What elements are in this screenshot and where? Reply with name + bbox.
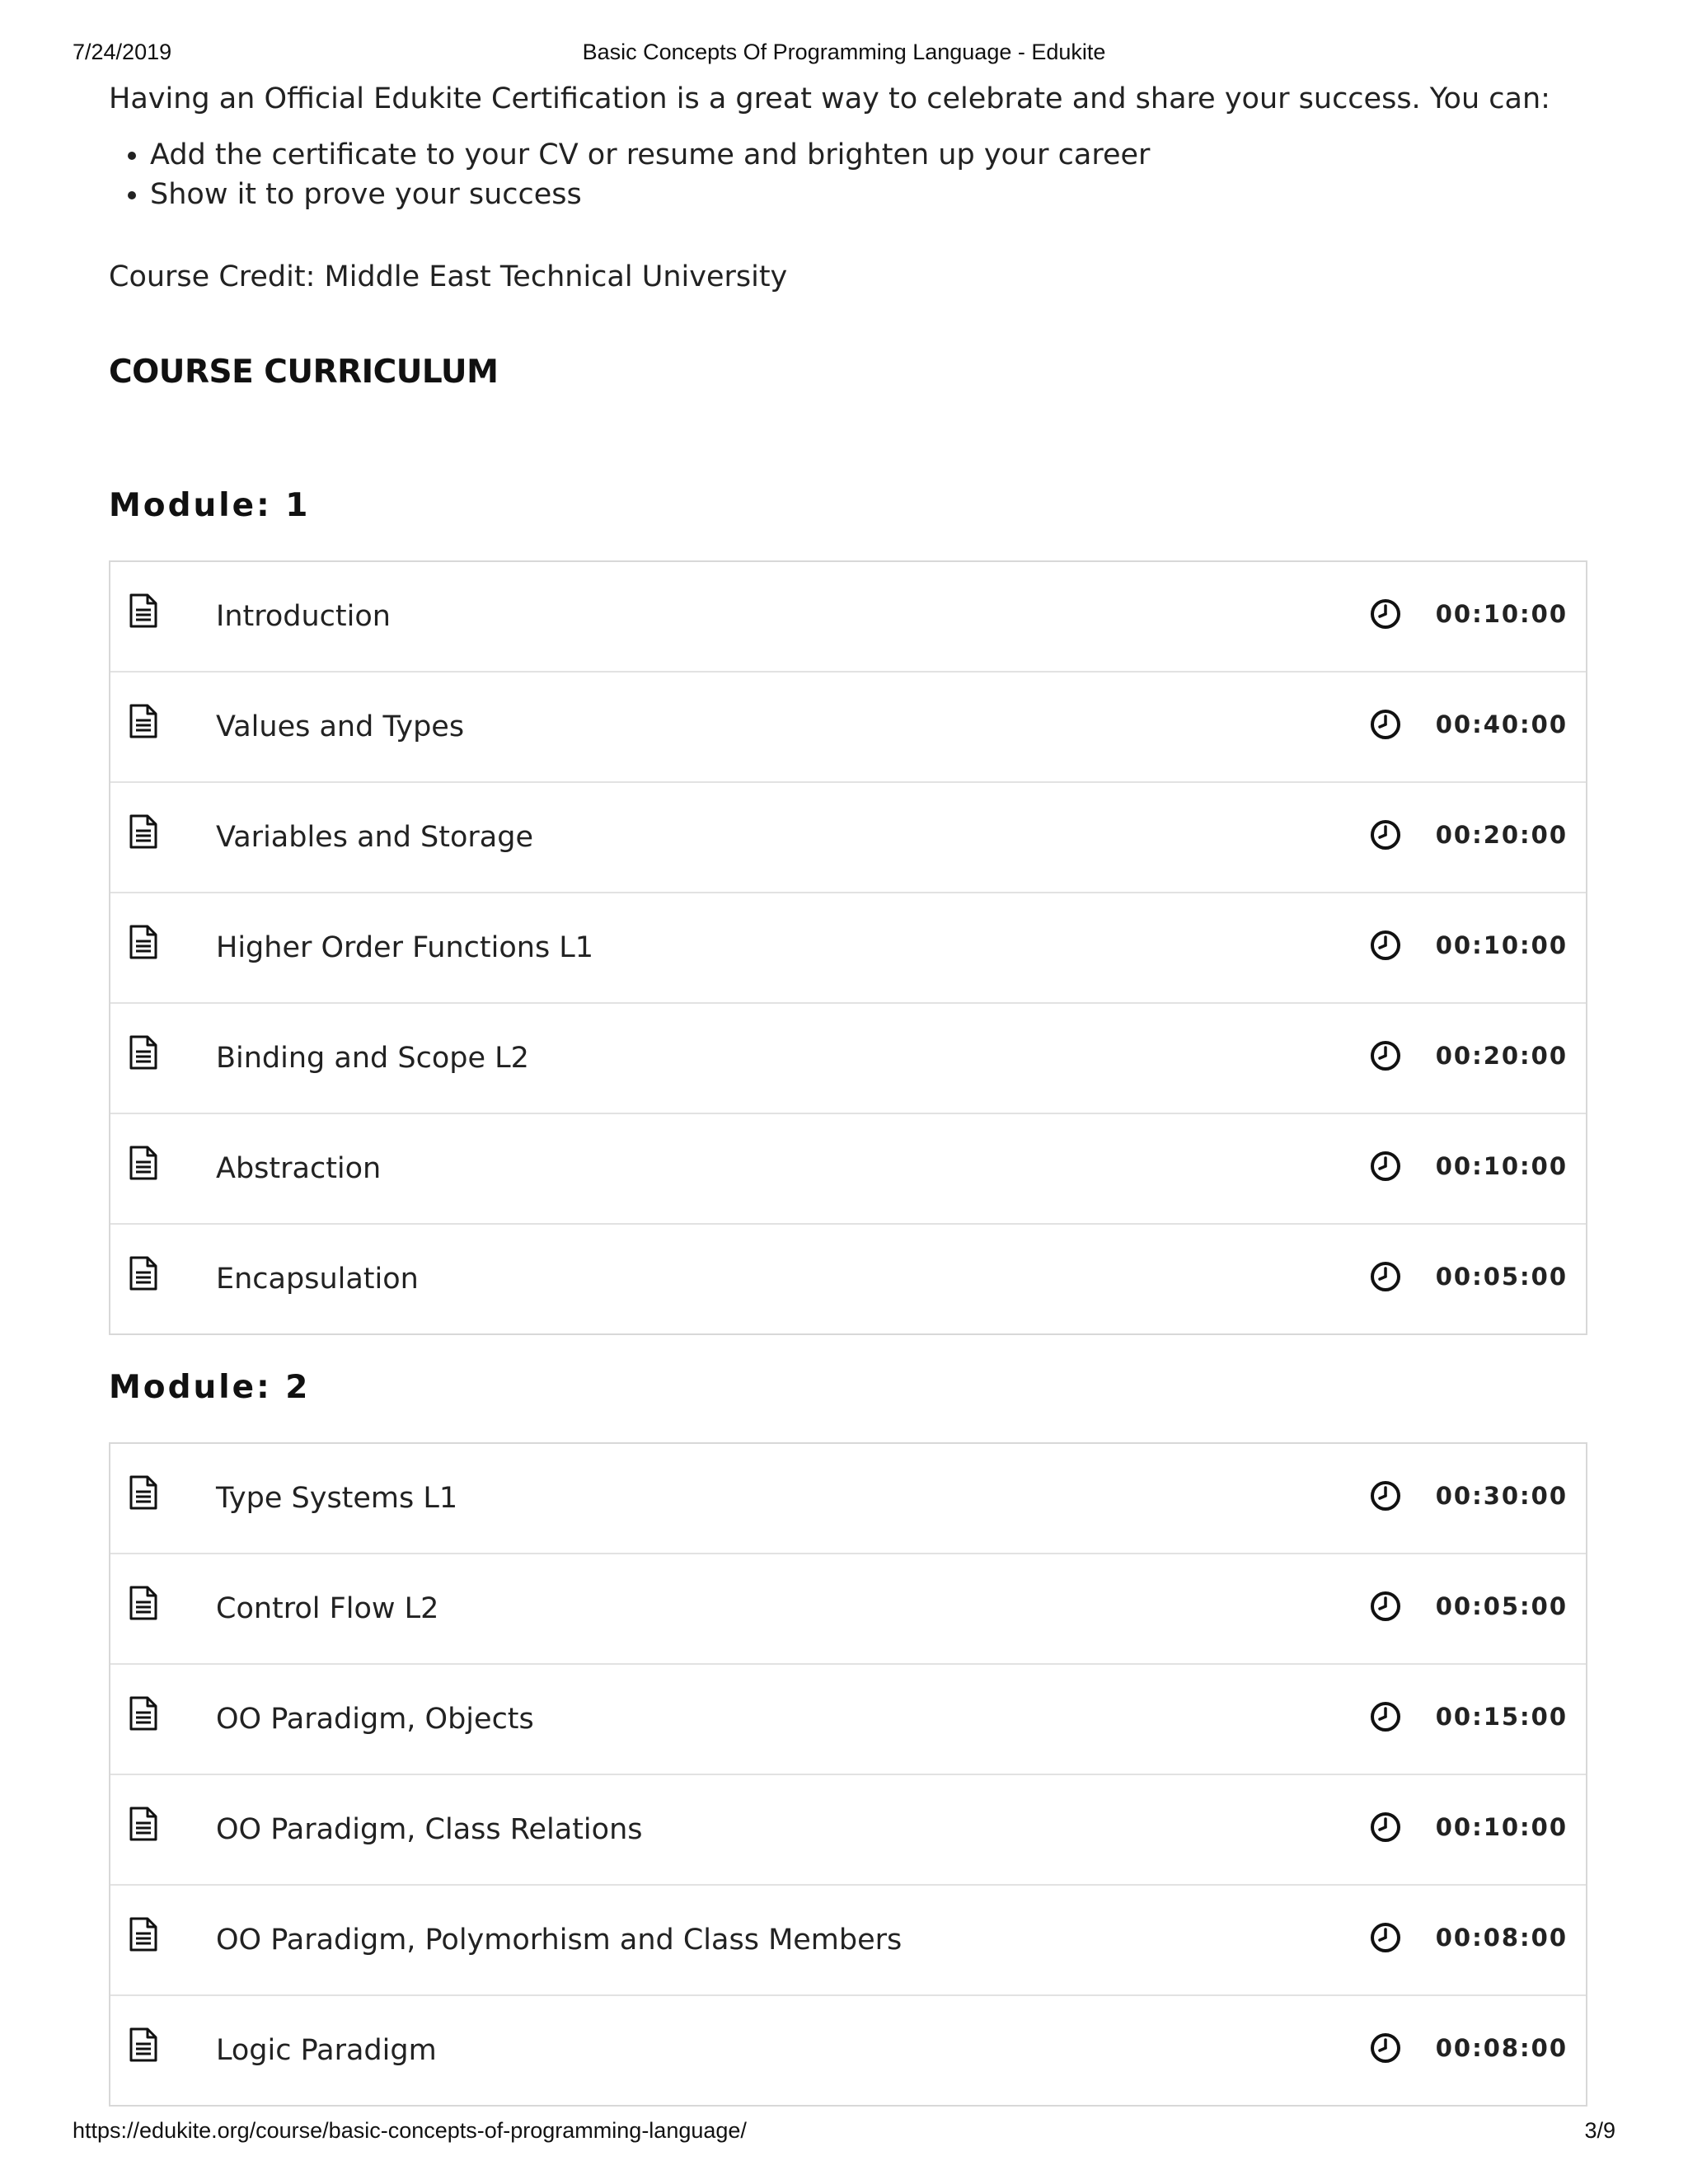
lesson-list <box>109 560 1587 1335</box>
lesson-row[interactable] <box>110 781 1586 892</box>
document-icon <box>129 593 158 628</box>
lesson-title[interactable]: OO Paradigm, Polymorhism and Class Members <box>216 1924 903 1957</box>
clock-icon <box>1370 819 1401 851</box>
lesson-title[interactable]: OO Paradigm, Class Relations <box>216 1813 643 1846</box>
document-icon <box>129 814 158 849</box>
lesson-row[interactable] <box>110 1223 1586 1333</box>
clock-icon <box>1370 598 1401 630</box>
lesson-duration: 00:20:00 <box>1435 1042 1568 1070</box>
document-icon <box>129 704 158 738</box>
clock-icon <box>1370 1811 1401 1843</box>
lesson-row[interactable] <box>110 1994 1586 2105</box>
lesson-title[interactable]: Variables and Storage <box>216 821 533 854</box>
lesson-list <box>109 1442 1587 2107</box>
document-icon <box>129 1475 158 1510</box>
document-icon <box>129 1146 158 1180</box>
lesson-row[interactable] <box>110 1444 1586 1553</box>
document-title: Basic Concepts Of Programming Language - Edukite <box>582 40 1106 64</box>
clock-icon <box>1370 1701 1401 1732</box>
lesson-row[interactable] <box>110 1002 1586 1113</box>
lesson-duration: 00:10:00 <box>1435 600 1568 628</box>
lesson-title[interactable]: Higher Order Functions L1 <box>216 931 594 964</box>
lesson-duration: 00:10:00 <box>1435 931 1568 959</box>
lesson-duration: 00:10:00 <box>1435 1152 1568 1180</box>
clock-icon <box>1370 1591 1401 1622</box>
lesson-duration: 00:08:00 <box>1435 2034 1568 2062</box>
document-icon <box>129 1256 158 1291</box>
clock-icon <box>1370 1480 1401 1511</box>
document-icon <box>129 1917 158 1952</box>
benefit-item: • Show it to prove your success <box>150 175 1589 214</box>
lesson-duration: 00:40:00 <box>1435 710 1568 738</box>
lesson-duration: 00:30:00 <box>1435 1482 1568 1510</box>
lesson-row[interactable] <box>110 1774 1586 1884</box>
lesson-title[interactable]: OO Paradigm, Objects <box>216 1703 534 1736</box>
document-icon <box>129 1696 158 1731</box>
lesson-row[interactable] <box>110 1884 1586 1994</box>
page-url: https://edukite.org/course/basic-concepts-of-programming-language/ <box>73 2118 747 2143</box>
lesson-title[interactable]: Encapsulation <box>216 1263 419 1296</box>
lesson-duration: 00:20:00 <box>1435 821 1568 849</box>
print-date: 7/24/2019 <box>73 40 172 64</box>
lesson-row[interactable] <box>110 671 1586 781</box>
lesson-duration: 00:10:00 <box>1435 1813 1568 1841</box>
clock-icon <box>1370 1040 1401 1071</box>
lesson-title[interactable]: Abstraction <box>216 1152 382 1185</box>
lesson-row[interactable] <box>110 562 1586 671</box>
print-header <box>0 40 1688 68</box>
lesson-row[interactable] <box>110 1553 1586 1663</box>
lesson-row[interactable] <box>110 1113 1586 1223</box>
lesson-title[interactable]: Introduction <box>216 600 391 633</box>
lesson-duration: 00:05:00 <box>1435 1263 1568 1291</box>
lesson-row[interactable] <box>110 1663 1586 1774</box>
curriculum-heading: COURSE CURRICULUM <box>109 354 499 391</box>
course-credit: Course Credit: Middle East Technical University <box>109 260 788 293</box>
clock-icon <box>1370 2032 1401 2064</box>
lesson-title[interactable]: Values and Types <box>216 710 465 743</box>
benefit-item: • Add the certificate to your CV or resume and brighten up your career <box>150 135 1589 175</box>
module-title: Module: 1 <box>109 487 311 524</box>
benefits-list <box>109 135 1589 214</box>
clock-icon <box>1370 1261 1401 1292</box>
lesson-duration: 00:05:00 <box>1435 1592 1568 1620</box>
document-icon <box>129 1807 158 1841</box>
lesson-title[interactable]: Logic Paradigm <box>216 2034 437 2067</box>
clock-icon <box>1370 930 1401 961</box>
certification-intro: Having an Official Edukite Certification is a great way to celebrate and share your success. You can: <box>109 82 1550 115</box>
lesson-title[interactable]: Type Systems L1 <box>216 1482 458 1515</box>
document-icon <box>129 1586 158 1620</box>
clock-icon <box>1370 1922 1401 1953</box>
lesson-row[interactable] <box>110 892 1586 1002</box>
clock-icon <box>1370 1151 1401 1182</box>
page-content <box>109 76 1589 2107</box>
document-icon <box>129 1035 158 1070</box>
lesson-title[interactable]: Control Flow L2 <box>216 1592 439 1625</box>
lesson-duration: 00:08:00 <box>1435 1924 1568 1952</box>
module-title: Module: 2 <box>109 1369 311 1406</box>
document-icon <box>129 2027 158 2062</box>
print-footer <box>0 2118 1688 2146</box>
document-icon <box>129 925 158 959</box>
lesson-title[interactable]: Binding and Scope L2 <box>216 1042 529 1075</box>
page-number: 3/9 <box>1584 2118 1615 2143</box>
lesson-duration: 00:15:00 <box>1435 1703 1568 1731</box>
clock-icon <box>1370 709 1401 740</box>
